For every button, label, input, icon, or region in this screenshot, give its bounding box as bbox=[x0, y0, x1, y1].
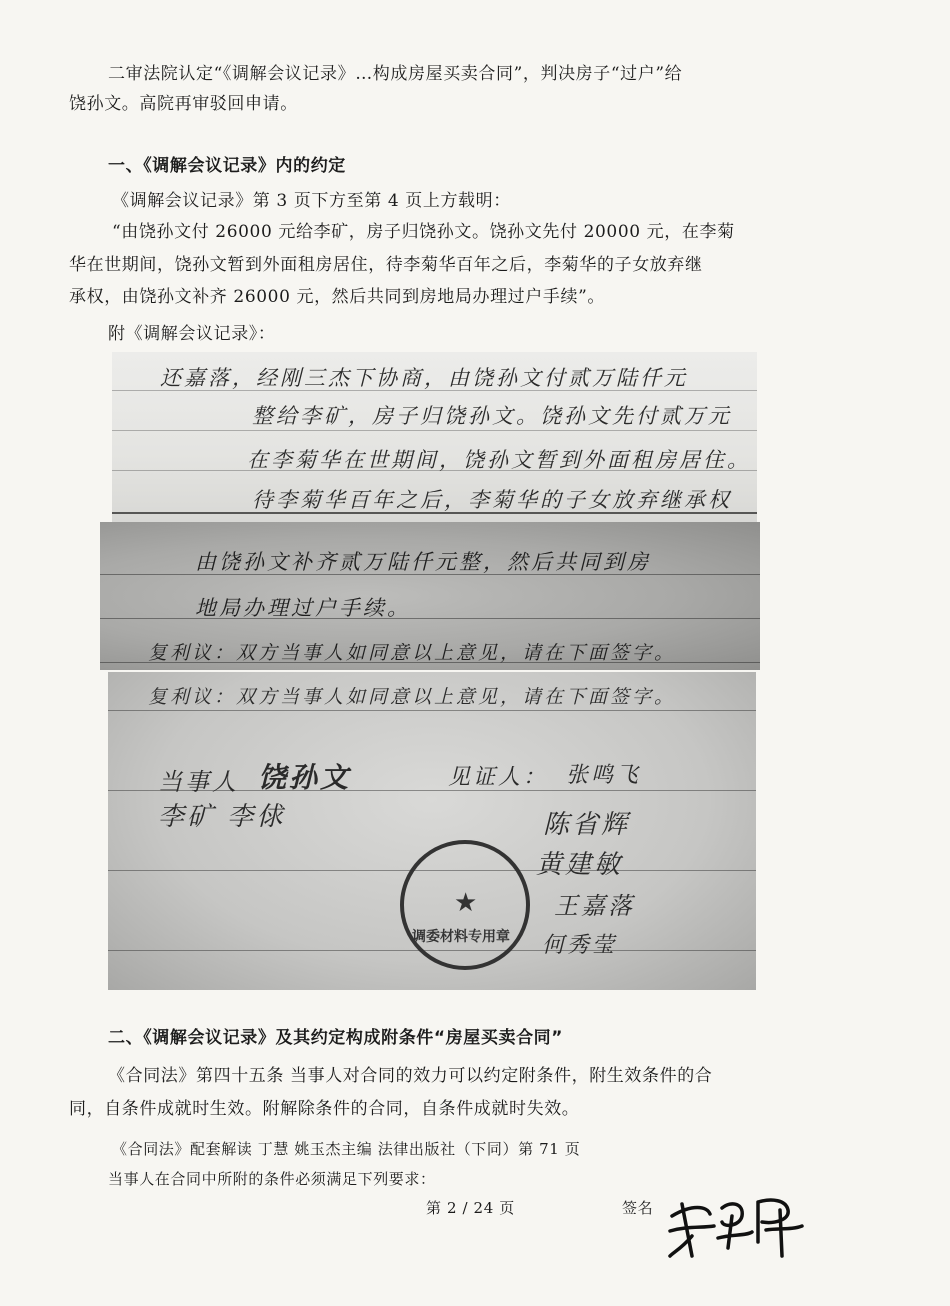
scanned-record-page-4-top bbox=[100, 522, 760, 670]
witness-signature-3: 黄建敏 bbox=[536, 850, 624, 880]
section-heading-1: 一、《调解会议记录》内的约定 bbox=[108, 156, 346, 176]
page-separator: / bbox=[462, 1199, 469, 1217]
witness-label: 见证人： bbox=[448, 765, 549, 790]
page-prefix: 第 bbox=[426, 1199, 442, 1217]
handwriting-line: 还嘉落，经刚三杰下协商，由饶孙文付贰万陆仟元 bbox=[160, 366, 688, 390]
official-seal bbox=[400, 840, 530, 970]
handwriting-line: 在李菊华在世期间，饶孙文暂到外面租房居住。 bbox=[247, 448, 751, 472]
paragraph-1-line-2: 饶孙文。高院再审驳回申请。 bbox=[69, 94, 298, 114]
paragraph-5: 《合同法》配套解读 丁慧 姚玉杰主编 法律出版社（下同）第 71 页 bbox=[112, 1140, 581, 1158]
paragraph-1-line-1: 二审法院认定“《调解会议记录》…构成房屋买卖合同”，判决房子“过户”给 bbox=[108, 64, 683, 84]
page-suffix: 页 bbox=[499, 1199, 515, 1217]
handwritten-signature bbox=[662, 1186, 812, 1266]
section-heading-2: 二、《调解会议记录》及其约定构成附条件“房屋买卖合同” bbox=[108, 1028, 564, 1048]
page-number bbox=[426, 1193, 515, 1223]
quote-line-3: 承权，由饶孙文补齐 26000 元，然后共同到房地局办理过户手续”。 bbox=[69, 287, 605, 307]
handwriting-line: 复利议：双方当事人如同意以上意见，请在下面签字。 bbox=[148, 686, 677, 708]
paragraph-6: 当事人在合同中所附的条件必须满足下列要求： bbox=[108, 1170, 436, 1188]
page-total: 24 bbox=[473, 1199, 494, 1217]
scanned-record-signatures bbox=[108, 672, 756, 990]
quote-line-2: 华在世期间，饶孙文暂到外面租房居住，待李菊华百年之后，李菊华的子女放弃继 bbox=[69, 255, 703, 275]
witness-signature-5: 何秀莹 bbox=[542, 933, 618, 958]
handwriting-line: 复利议：双方当事人如同意以上意见，请在下面签字。 bbox=[148, 642, 677, 664]
handwriting-line: 由饶孙文补齐贰万陆仟元整，然后共同到房 bbox=[195, 550, 651, 574]
quote-line-1: “由饶孙文付 26000 元给李矿，房子归饶孙文。饶孙文先付 20000 元，在李菊 bbox=[112, 222, 735, 242]
paragraph-4-line-2: 同，自条件成就时生效。附解除条件的合同，自条件成就时失效。 bbox=[69, 1099, 580, 1119]
seal-star-icon: ★ bbox=[454, 888, 478, 918]
handwriting-line: 整给李矿，房子归饶孙文。饶孙文先付贰万元 bbox=[252, 404, 732, 428]
scanned-record-page-3 bbox=[112, 352, 757, 522]
paragraph-2: 《调解会议记录》第 3 页下方至第 4 页上方载明： bbox=[112, 191, 511, 211]
signature-label: 签名 bbox=[622, 1199, 654, 1217]
page-current: 2 bbox=[446, 1199, 458, 1217]
handwriting-line: 待李菊华百年之后，李菊华的子女放弃继承权 bbox=[252, 488, 732, 512]
handwriting-line: 地局办理过户手续。 bbox=[195, 596, 411, 620]
attachment-label: 附《调解会议记录》： bbox=[108, 324, 276, 344]
party-signature-2: 李矿 李俅 bbox=[158, 802, 286, 832]
party-signature-1: 饶孙文 bbox=[258, 761, 352, 794]
paragraph-4-line-1: 《合同法》第四十五条 当事人对合同的效力可以约定附条件，附生效条件的合 bbox=[108, 1066, 713, 1086]
party-label: 当事人 bbox=[158, 768, 239, 796]
seal-text: 调委材料专用章 bbox=[412, 929, 510, 945]
witness-signature-1: 张鸣飞 bbox=[566, 763, 642, 788]
witness-signature-2: 陈省辉 bbox=[543, 810, 631, 840]
witness-signature-4: 王嘉落 bbox=[554, 892, 635, 920]
